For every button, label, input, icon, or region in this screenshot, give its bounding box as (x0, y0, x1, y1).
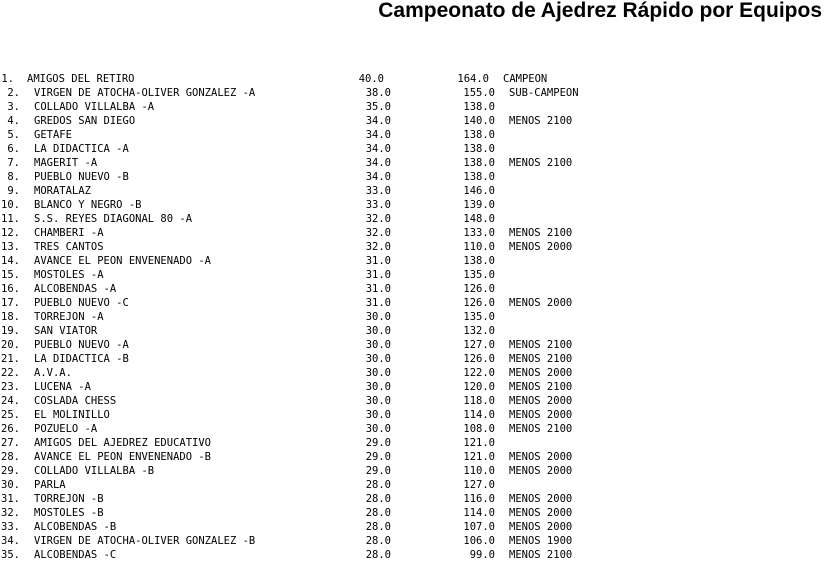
team-points: 34.0 (365, 157, 391, 169)
team-name: PUEBLO NUEVO -C (34, 297, 129, 309)
team-name: MAGERIT -A (34, 157, 98, 169)
team-tiebreak: 118.0 (463, 395, 495, 407)
standings-row (0, 492, 827, 506)
team-position: 23. (1, 381, 20, 393)
standings-row (0, 534, 827, 548)
standings-row (0, 254, 827, 268)
standings-row (0, 506, 827, 520)
standings-row (0, 156, 827, 170)
standings-row (0, 86, 827, 100)
team-tiebreak: 132.0 (463, 325, 495, 337)
team-tiebreak: 110.0 (463, 241, 495, 253)
team-name: AMIGOS DEL RETIRO (27, 73, 135, 85)
team-position: 7. (7, 157, 20, 169)
team-points: 38.0 (365, 87, 391, 99)
team-position: 31. (1, 493, 20, 505)
team-points: 29.0 (365, 465, 391, 477)
team-points: 32.0 (365, 241, 391, 253)
team-tiebreak: 114.0 (463, 409, 495, 421)
team-tiebreak: 122.0 (463, 367, 495, 379)
team-position: 33. (1, 521, 20, 533)
standings-row (0, 282, 827, 296)
team-name: ALCOBENDAS -C (34, 549, 117, 561)
standings-row (0, 226, 827, 240)
team-tiebreak: 127.0 (463, 339, 495, 351)
standings-row (0, 394, 827, 408)
standings-list (0, 72, 827, 562)
team-name: PUEBLO NUEVO -A (34, 339, 129, 351)
team-name: BLANCO Y NEGRO -B (34, 199, 142, 211)
team-position: 1. (1, 73, 14, 85)
standings-row (0, 436, 827, 450)
team-tiebreak: 108.0 (463, 423, 495, 435)
team-points: 30.0 (365, 325, 391, 337)
team-tiebreak: 106.0 (463, 535, 495, 547)
standings-row (0, 142, 827, 156)
team-name: SAN VIATOR (34, 325, 98, 337)
team-tiebreak: 126.0 (463, 283, 495, 295)
standings-row (0, 198, 827, 212)
team-points: 29.0 (365, 451, 391, 463)
team-name: ALCOBENDAS -A (34, 283, 117, 295)
standings-row (0, 114, 827, 128)
team-tiebreak: 116.0 (463, 493, 495, 505)
team-position: 12. (1, 227, 20, 239)
team-tiebreak: 138.0 (463, 143, 495, 155)
team-tiebreak: 121.0 (463, 437, 495, 449)
team-position: 28. (1, 451, 20, 463)
standings-row (0, 296, 827, 310)
team-tiebreak: 107.0 (463, 521, 495, 533)
team-tiebreak: 146.0 (463, 185, 495, 197)
standings-row (0, 268, 827, 282)
team-name: COLLADO VILLALBA -B (34, 465, 155, 477)
team-position: 8. (7, 171, 20, 183)
team-position: 30. (1, 479, 20, 491)
team-position: 29. (1, 465, 20, 477)
standings-row (0, 352, 827, 366)
team-tiebreak: 99.0 (469, 549, 495, 561)
team-prize: MENOS 2000 (509, 297, 573, 309)
team-points: 30.0 (365, 311, 391, 323)
team-name: AVANCE EL PEON ENVENENADO -A (34, 255, 212, 267)
team-position: 13. (1, 241, 20, 253)
team-prize: MENOS 2000 (509, 465, 573, 477)
team-tiebreak: 148.0 (463, 213, 495, 225)
team-name: PARLA (34, 479, 66, 491)
team-prize: MENOS 2000 (509, 409, 573, 421)
team-prize: MENOS 2000 (509, 521, 573, 533)
team-points: 33.0 (365, 199, 391, 211)
team-points: 32.0 (365, 227, 391, 239)
team-prize: MENOS 2100 (509, 381, 573, 393)
team-points: 30.0 (365, 353, 391, 365)
team-points: 30.0 (365, 339, 391, 351)
team-prize: CAMPEON (503, 73, 548, 85)
team-name: TORREJON -A (34, 311, 104, 323)
standings-row (0, 548, 827, 562)
team-points: 34.0 (365, 129, 391, 141)
team-points: 30.0 (365, 367, 391, 379)
team-tiebreak: 120.0 (463, 381, 495, 393)
team-prize: MENOS 2100 (509, 339, 573, 351)
team-tiebreak: 139.0 (463, 199, 495, 211)
team-position: 17. (1, 297, 20, 309)
team-tiebreak: 138.0 (463, 255, 495, 267)
team-points: 35.0 (365, 101, 391, 113)
standings-row (0, 240, 827, 254)
team-tiebreak: 133.0 (463, 227, 495, 239)
team-prize: MENOS 2100 (509, 157, 573, 169)
team-points: 28.0 (365, 507, 391, 519)
team-name: VIRGEN DE ATOCHA-OLIVER GONZALEZ -B (34, 535, 256, 547)
team-prize: SUB-CAMPEON (509, 87, 579, 99)
team-points: 29.0 (365, 437, 391, 449)
team-tiebreak: 126.0 (463, 297, 495, 309)
team-name: COLLADO VILLALBA -A (34, 101, 155, 113)
standings-row (0, 338, 827, 352)
team-prize: MENOS 2100 (509, 423, 573, 435)
standings-row (0, 310, 827, 324)
team-position: 24. (1, 395, 20, 407)
team-points: 33.0 (365, 185, 391, 197)
team-tiebreak: 138.0 (463, 101, 495, 113)
team-name: LUCENA -A (34, 381, 91, 393)
team-prize: MENOS 2000 (509, 493, 573, 505)
team-position: 20. (1, 339, 20, 351)
team-points: 34.0 (365, 171, 391, 183)
team-points: 30.0 (365, 409, 391, 421)
team-points: 28.0 (365, 479, 391, 491)
team-name: POZUELO -A (34, 423, 98, 435)
standings-row (0, 478, 827, 492)
team-points: 31.0 (365, 269, 391, 281)
team-position: 21. (1, 353, 20, 365)
team-prize: MENOS 2100 (509, 115, 573, 127)
team-points: 30.0 (365, 423, 391, 435)
team-position: 14. (1, 255, 20, 267)
team-prize: MENOS 2100 (509, 227, 573, 239)
page-title: Campeonato de Ajedrez Rápido por Equipos (378, 0, 822, 22)
team-tiebreak: 135.0 (463, 269, 495, 281)
team-position: 34. (1, 535, 20, 547)
team-position: 15. (1, 269, 20, 281)
team-tiebreak: 135.0 (463, 311, 495, 323)
team-position: 19. (1, 325, 20, 337)
team-tiebreak: 140.0 (463, 115, 495, 127)
team-tiebreak: 164.0 (457, 73, 489, 85)
team-points: 40.0 (358, 73, 384, 85)
standings-row (0, 422, 827, 436)
team-points: 31.0 (365, 283, 391, 295)
team-tiebreak: 138.0 (463, 171, 495, 183)
team-name: TORREJON -B (34, 493, 104, 505)
team-name: LA DIDACTICA -A (34, 143, 129, 155)
team-name: MOSTOLES -B (34, 507, 104, 519)
standings-row (0, 464, 827, 478)
team-position: 18. (1, 311, 20, 323)
team-name: GREDOS SAN DIEGO (34, 115, 136, 127)
team-name: MORATALAZ (34, 185, 91, 197)
team-tiebreak: 121.0 (463, 451, 495, 463)
standings-row (0, 212, 827, 226)
team-points: 28.0 (365, 535, 391, 547)
team-prize: MENOS 2100 (509, 353, 573, 365)
team-position: 6. (7, 143, 20, 155)
team-position: 16. (1, 283, 20, 295)
standings-row (0, 450, 827, 464)
team-position: 26. (1, 423, 20, 435)
team-name: COSLADA CHESS (34, 395, 117, 407)
team-position: 5. (7, 129, 20, 141)
standings-row (0, 128, 827, 142)
standings-row (0, 72, 827, 86)
team-name: VIRGEN DE ATOCHA-OLIVER GONZALEZ -A (34, 87, 256, 99)
team-points: 31.0 (365, 297, 391, 309)
team-position: 32. (1, 507, 20, 519)
team-points: 32.0 (365, 213, 391, 225)
team-name: GETAFE (34, 129, 72, 141)
team-position: 11. (1, 213, 20, 225)
team-points: 31.0 (365, 255, 391, 267)
team-position: 25. (1, 409, 20, 421)
standings-row (0, 366, 827, 380)
team-prize: MENOS 1900 (509, 535, 573, 547)
team-name: EL MOLINILLO (34, 409, 110, 421)
team-name: CHAMBERI -A (34, 227, 104, 239)
team-prize: MENOS 2000 (509, 395, 573, 407)
team-position: 9. (7, 185, 20, 197)
team-name: MOSTOLES -A (34, 269, 104, 281)
team-points: 34.0 (365, 143, 391, 155)
team-prize: MENOS 2000 (509, 451, 573, 463)
team-name: AVANCE EL PEON ENVENENADO -B (34, 451, 212, 463)
team-tiebreak: 126.0 (463, 353, 495, 365)
team-name: ALCOBENDAS -B (34, 521, 117, 533)
team-position: 22. (1, 367, 20, 379)
team-prize: MENOS 2000 (509, 241, 573, 253)
standings-row (0, 324, 827, 338)
team-prize: MENOS 2100 (509, 549, 573, 561)
standings-row (0, 170, 827, 184)
team-tiebreak: 155.0 (463, 87, 495, 99)
standings-row (0, 520, 827, 534)
standings-row (0, 380, 827, 394)
team-position: 35. (1, 549, 20, 561)
team-name: A.V.A. (34, 367, 72, 379)
team-name: S.S. REYES DIAGONAL 80 -A (34, 213, 193, 225)
team-name: AMIGOS DEL AJEDREZ EDUCATIVO (34, 437, 212, 449)
team-tiebreak: 127.0 (463, 479, 495, 491)
team-name: LA DIDACTICA -B (34, 353, 129, 365)
team-tiebreak: 138.0 (463, 157, 495, 169)
team-name: TRES CANTOS (34, 241, 104, 253)
team-points: 30.0 (365, 381, 391, 393)
team-position: 10. (1, 199, 20, 211)
team-position: 3. (7, 101, 20, 113)
team-points: 28.0 (365, 521, 391, 533)
team-prize: MENOS 2000 (509, 507, 573, 519)
team-points: 30.0 (365, 395, 391, 407)
team-name: PUEBLO NUEVO -B (34, 171, 129, 183)
team-prize: MENOS 2000 (509, 367, 573, 379)
team-position: 2. (7, 87, 20, 99)
standings-row (0, 100, 827, 114)
team-points: 28.0 (365, 549, 391, 561)
team-tiebreak: 110.0 (463, 465, 495, 477)
team-tiebreak: 114.0 (463, 507, 495, 519)
team-points: 34.0 (365, 115, 391, 127)
team-tiebreak: 138.0 (463, 129, 495, 141)
team-position: 4. (7, 115, 20, 127)
team-points: 28.0 (365, 493, 391, 505)
standings-row (0, 408, 827, 422)
standings-row (0, 184, 827, 198)
team-position: 27. (1, 437, 20, 449)
